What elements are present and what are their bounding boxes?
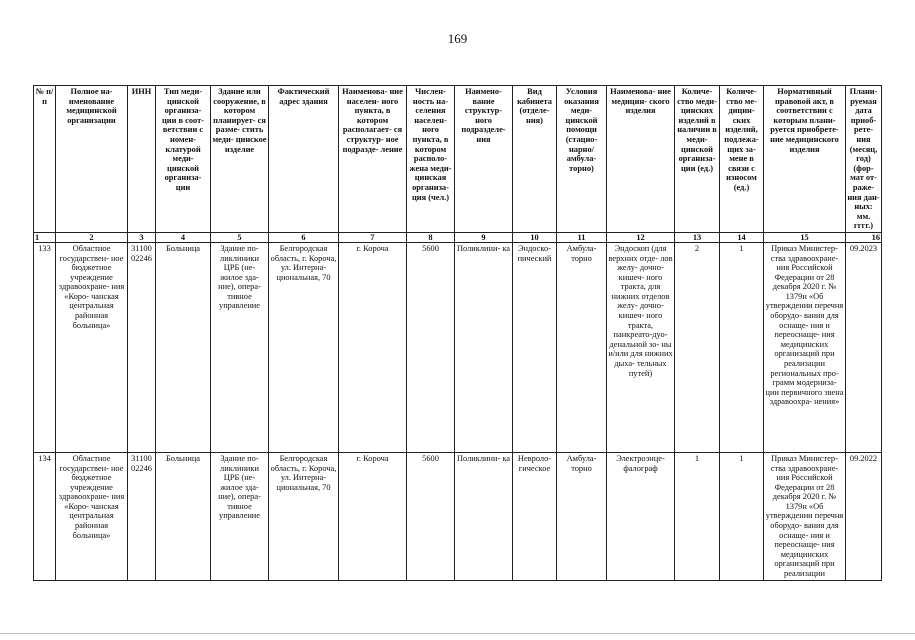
column-header: Наимено- вание структур- ного подразделе- ния — [455, 86, 513, 233]
column-number: 12 — [607, 232, 675, 242]
column-header: Условия оказания меди- цинской помощи (стацио- нарно/ амбула- торно) — [557, 86, 607, 233]
column-header: Наименова- ние населен- ного пункта, в котором располагает- ся структур- ное подразде- ление — [339, 86, 407, 233]
building: Здание по- ликлиники ЦРБ (не- жилое зда- ние), опера- тивное управление — [211, 452, 269, 580]
column-number: 5 — [211, 232, 269, 242]
purchase-date: 09.2023 — [846, 242, 882, 452]
inn: 31100 02246 — [128, 452, 156, 580]
subdivision: Поликлини- ка — [455, 452, 513, 580]
column-header: Полное на- именование медицинской организации — [56, 86, 128, 233]
column-number: 9 — [455, 232, 513, 242]
equipment-table — [33, 85, 882, 581]
address: Белгородская область, г. Короча, ул. Интерна- циональная, 70 — [269, 242, 339, 452]
cabinet-type: Невроло- гическое — [513, 452, 557, 580]
address: Белгородская область, г. Короча, ул. Интерна- циональная, 70 — [269, 452, 339, 580]
column-header: Нормативный правовой акт, в соответствии с которым плани- руется приобрете- ние медицинского изделия — [764, 86, 846, 233]
column-number: 11 — [557, 232, 607, 242]
column-header: Количе- ство ме- дицин- ских изделий, подлежа- щих за- мене в связи с износом (ед.) — [720, 86, 764, 233]
population: 5600 — [407, 242, 455, 452]
quantity-to-replace: 1 — [720, 242, 764, 452]
row-number: 134 — [34, 452, 56, 580]
column-number: 1 — [34, 232, 56, 242]
table-row — [34, 242, 882, 452]
table-row — [34, 452, 882, 580]
legal-act: Приказ Министер- ства здравоохране- ния Российской Федерации от 28 декабря 2020 г. № 1379н «Об утверждении перечня оборудо- вания для оснаще- ния и переоснаще- ния медицинских организаций при реализации региональных про- грамм модерниза- ции первичного звена здравоохра- нения» — [764, 242, 846, 452]
column-header: Плани- руемая дата приоб- рете- ния (месяц, год) (фор- мат от- раже- ния дан- ных: мм. гггг.) — [846, 86, 882, 233]
inn: 31100 02246 — [128, 242, 156, 452]
column-header: ИНН — [128, 86, 156, 233]
organization-name: Областное государствен- ное бюджетное учреждение здравоохране- ния «Коро- чанская центральная районная больница» — [56, 452, 128, 580]
column-number: 13 — [675, 232, 720, 242]
row-number: 133 — [34, 242, 56, 452]
settlement: г. Короча — [339, 452, 407, 580]
column-header: Тип меди- цинской организа- ции в соот- ветствии с номен- клатурой меди- цинской организа- ции — [156, 86, 211, 233]
column-header: Числен- ность на- селения населен- ного пункта, в котором располо- жена меди- цинская организа- ция (чел.) — [407, 86, 455, 233]
column-header: Вид кабинета (отделе- ния) — [513, 86, 557, 233]
column-number-row — [34, 232, 882, 242]
column-number: 16 — [846, 232, 882, 242]
settlement: г. Короча — [339, 242, 407, 452]
column-header: Количе- ство меди- цинских изделий в наличии в меди- цинской организа- ции (ед.) — [675, 86, 720, 233]
column-number: 14 — [720, 232, 764, 242]
care-conditions: Амбула- торно — [557, 242, 607, 452]
cabinet-type: Эндоско- пический — [513, 242, 557, 452]
organization-name: Областное государствен- ное бюджетное учреждение здравоохране- ния «Коро- чанская центральная районная больница» — [56, 242, 128, 452]
column-number: 7 — [339, 232, 407, 242]
organization-type: Больница — [156, 242, 211, 452]
population: 5600 — [407, 452, 455, 580]
page-number: 169 — [447, 31, 468, 46]
table-header-row — [34, 86, 882, 233]
purchase-date: 09.2022 — [846, 452, 882, 580]
care-conditions: Амбула- торно — [557, 452, 607, 580]
device-name: Электроэнце- фалограф — [607, 452, 675, 580]
column-header: Здание или сооружение, в котором планирует- ся разме- стить меди- цинское изделие — [211, 86, 269, 233]
page-bottom-edge — [0, 633, 915, 634]
column-header: Фактический адрес здания — [269, 86, 339, 233]
column-number: 15 — [764, 232, 846, 242]
column-number: 8 — [407, 232, 455, 242]
subdivision: Поликлини- ка — [455, 242, 513, 452]
building: Здание по- ликлиники ЦРБ (не- жилое зда- ние), опера- тивное управление — [211, 242, 269, 452]
quantity-to-replace: 1 — [720, 452, 764, 580]
column-number: 2 — [56, 232, 128, 242]
column-header: № п/п — [34, 86, 56, 233]
quantity-available: 1 — [675, 452, 720, 580]
quantity-available: 2 — [675, 242, 720, 452]
column-header: Наименова- ние медицин- ского изделия — [607, 86, 675, 233]
legal-act: Приказ Министер- ства здравоохране- ния Российской Федерации от 28 декабря 2020 г. № 1379н «Об утверждении перечня оборудо- вания для оснаще- ния и переоснаще- ния медицинских организаций при реализации — [764, 452, 846, 580]
column-number: 3 — [128, 232, 156, 242]
column-number: 6 — [269, 232, 339, 242]
organization-type: Больница — [156, 452, 211, 580]
column-number: 4 — [156, 232, 211, 242]
device-name: Эндоскоп (для верхних отде- лов желу- дочно-кишеч- ного тракта, для нижних отделов желу- дочно-кишеч- ного тракта, панкреато-дуо- денальной зо- ны и/или для нижних дыха- тельных путей) — [607, 242, 675, 452]
column-number: 10 — [513, 232, 557, 242]
